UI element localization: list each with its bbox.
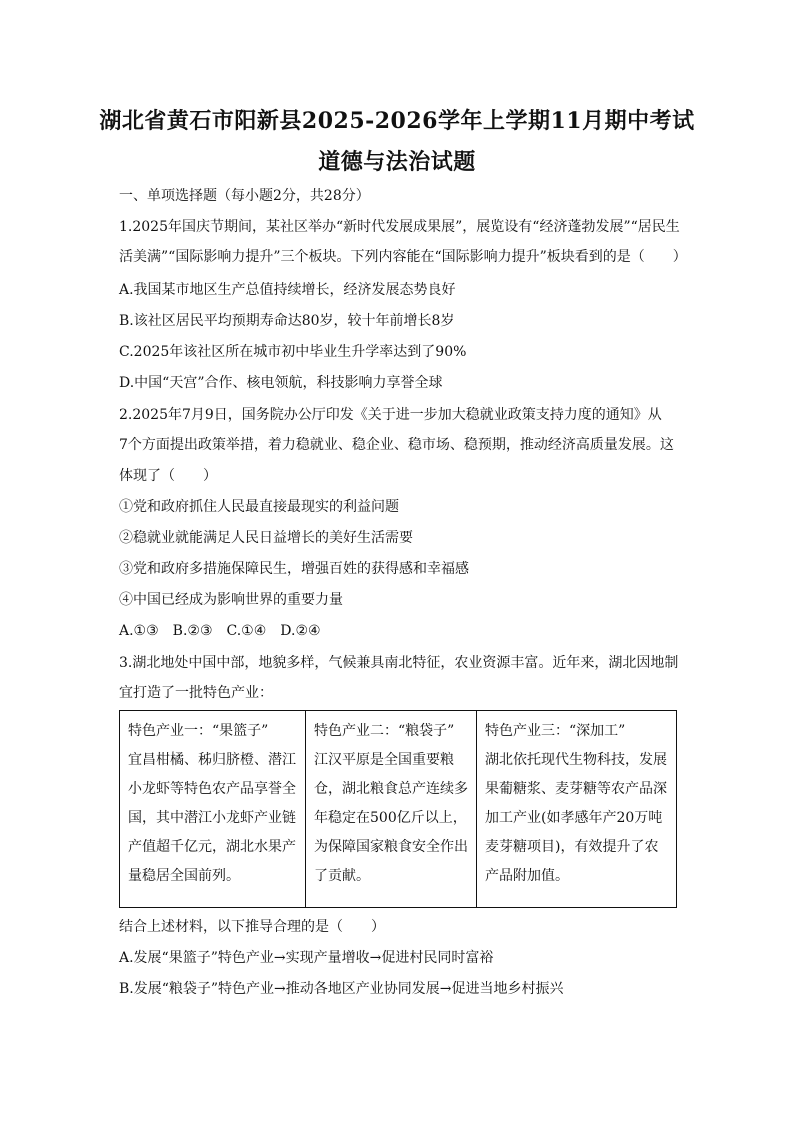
- industry-body: 江汉平原是全国重要粮仓，湖北粮食总产连续多年稳定在500亿斤以上，为保障国家粮食安全作出了贡献。: [314, 752, 468, 884]
- industry-heading: 特色产业三：“深加工”: [485, 723, 626, 739]
- exam-title: 湖北省黄石市阳新县2025-2026学年上学期11月期中考试: [99, 108, 695, 134]
- industry-heading: 特色产业二：“粮袋子”: [314, 723, 455, 739]
- industry-table: [119, 710, 677, 908]
- industry-table-row: [120, 711, 677, 908]
- industry-cell: [306, 711, 477, 908]
- q2-item-3: ③党和政府多措施保障民生，增强百姓的获得感和幸福感: [119, 561, 469, 577]
- industry-cell: [120, 711, 306, 908]
- q2-stem-line: 体现了（ ）: [119, 468, 217, 484]
- q2-item-1: ①党和政府抓住人民最直接最现实的利益问题: [119, 499, 399, 515]
- q2-options: A.①③ B.②③ C.①④ D.②④: [119, 623, 321, 639]
- q1-stem-line: 1.2025年国庆节期间，某社区举办“新时代发展成果展”，展览设有“经济蓬勃发展”“居民生: [119, 219, 680, 235]
- q3-stem-line: 宜打造了一批特色产业：: [119, 685, 273, 701]
- industry-cell: [477, 711, 677, 908]
- q1-option-c: C.2025年该社区所在城市初中毕业生升学率达到了90%: [119, 344, 467, 360]
- q3-stem-line: 3.湖北地处中国中部，地貌多样，气候兼具南北特征，农业资源丰富。近年来，湖北因地制: [119, 655, 679, 671]
- q2-stem-line: 2.2025年7月9日，国务院办公厅印发《关于进一步加大稳就业政策支持力度的通知》从: [119, 407, 662, 423]
- q2-item-2: ②稳就业就能满足人民日益增长的美好生活需要: [119, 530, 413, 546]
- q3-option-a: A.发展“果篮子”特色产业→实现产量增收→促进村民同时富裕: [119, 950, 494, 966]
- q2-item-4: ④中国已经成为影响世界的重要力量: [119, 592, 343, 608]
- industry-body: 湖北依托现代生物科技，发展果葡糖浆、麦芽糖等农产品深加工产业(如孝感年产20万吨麦芽糖项目)，有效提升了农产品附加值。: [485, 752, 667, 884]
- q1-option-d: D.中国“天宫”合作、核电领航，科技影响力享誉全球: [119, 375, 443, 391]
- section-heading: 一、单项选择题（每小题2分，共28分）: [119, 188, 370, 204]
- q2-stem-line: 7个方面提出政策举措，着力稳就业、稳企业、稳市场、稳预期，推动经济高质量发展。这: [119, 437, 674, 453]
- industry-heading: 特色产业一：“果篮子”: [128, 723, 269, 739]
- exam-subtitle: 道德与法治试题: [318, 149, 476, 175]
- q3-option-b: B.发展“粮袋子”特色产业→推动各地区产业协同发展→促进当地乡村振兴: [119, 981, 564, 997]
- industry-body: 宜昌柑橘、秭归脐橙、潜江小龙虾等特色农产品享誉全国，其中潜江小龙虾产业链产值超千亿元，湖北水果产量稳居全国前列。: [128, 752, 296, 884]
- q1-stem-line: 活美满”“国际影响力提升”三个板块。下列内容能在“国际影响力提升”板块看到的是（ ）: [119, 249, 687, 265]
- q1-option-b: B.该社区居民平均预期寿命达80岁，较十年前增长8岁: [119, 313, 455, 329]
- q1-option-a: A.我国某市地区生产总值持续增长，经济发展态势良好: [119, 282, 456, 298]
- q3-question: 结合上述材料，以下推导合理的是（ ）: [119, 919, 385, 935]
